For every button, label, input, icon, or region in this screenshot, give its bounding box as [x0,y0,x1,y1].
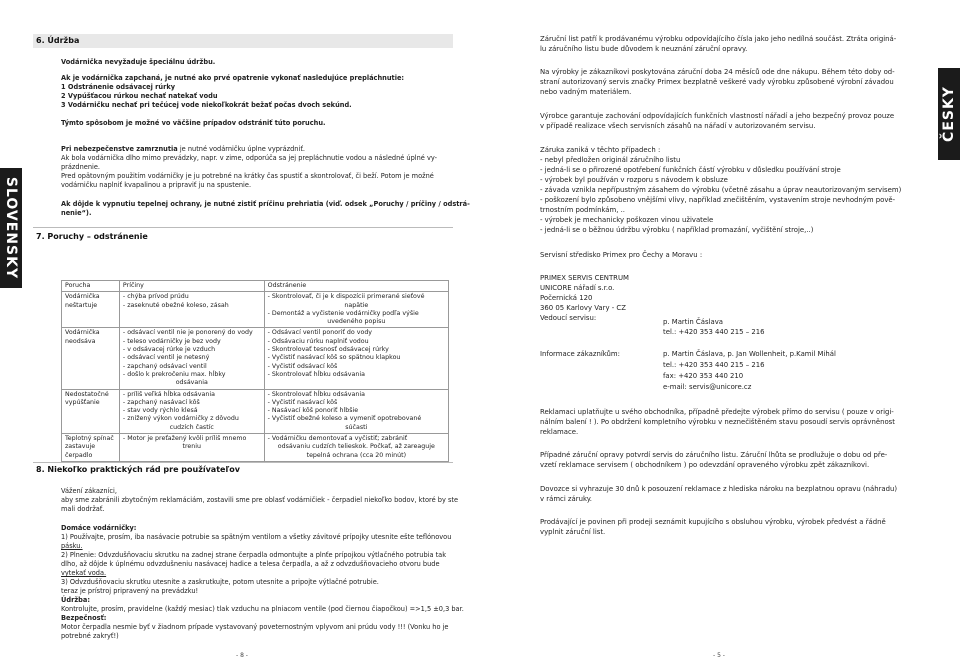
remedy-cell [264,389,448,433]
causes-cell [119,328,264,389]
para4-line-4: - výrobek byl používán v rozporu s návodem k obsluze [540,176,728,184]
remedy-text: odsávaniu cudzích telieskok. Počkať, až zareaguje [277,443,435,451]
cause-text: cudzích častíc [169,423,214,431]
info-line-2: tel.: +420 353 440 215 – 216 [663,361,765,369]
flush-instruction: Ak je vodárnička zapchaná, je nutné ako prvé opatrenie vykonať nasledujúce prepláchnutie: [61,74,405,82]
flush-conclusion: Týmto spôsobom je možné vo väčšine prípadov odstrániť túto poruchu. [61,119,326,127]
para5-line-2: nálním balení ! ). Po obdržení kompletního výrobku v neznečištěném stavu posoudí servis oprávněnost [540,418,895,426]
thermal-line-1: Ak dôjde k vypnutiu tepelnej ochrany, je nutné zistiť príčinu prehriatia (viď. odsek „Poruchy / príčiny / odstrá- [61,200,470,208]
para2-line-1: Na výrobky je zákazníkovi poskytována záruční doba 24 měsíců ode dne nákupu. Během této doby od- [540,68,895,76]
domace-line-3: 2) Plnenie: Odvzdušňovaciu skrutku na zadnej strane čerpadla odmontujte a plnťe prípojkou výtlačného potrubia tak [61,551,447,559]
remedy-text: napätie [344,301,369,309]
language-tab-label: ČESKY [941,86,958,142]
cause-text: - odsávací ventil je netesný [122,354,210,362]
remedy-cell [264,434,448,462]
address-line-2: UNICORE nářadí s.r.o. [540,284,615,292]
fault-text: Vodárnička [65,293,100,301]
remedy-text: - Odsávací ventil ponoriť do vody [267,329,373,337]
address-line-1: PRIMEX SERVIS CENTRUM [540,274,629,282]
fault-text: Teplotný spínač [65,435,114,443]
table-row [62,389,449,433]
remedy-cell [264,292,448,328]
cause-text: - v odsávacej rúrke je vzduch [122,346,216,354]
tips-intro-1: Vážení zákazníci, [61,487,117,495]
remedy-text: - Skontrolovať hĺbku odsávania [267,370,365,378]
bezp-line-1: Motor čerpadla nesmie byť v žiadnom prípade vystavovaný poveternostným vplyvom ani prúdu vody !!! (Vonku ho je [61,623,449,631]
para2-line-2: straní autorizovaný servis značky Primex bezplatně veškeré vady výrobku způsobené výrobní závadou [540,78,894,86]
udrzba-line-1: Kontrolujte, prosím, pravidelne (každý mesiac) tlak vzduchu na plniacom ventile (pod čiernou čiapočkou) =>1,5 ±0,3 bar. [61,605,464,613]
fault-text: neštartuje [65,301,98,309]
remedy-cell [264,328,448,389]
fault-cell [62,292,120,328]
remedy-text: - Vyčistiť odsávací kôš [267,362,338,370]
domace-line-1: 1) Používajte, prosím, iba nasávacie potrubie sa spätným ventilom a všetky závitové prípojky utesnite ešte teflónovou [61,533,452,541]
cause-text: - odsávací ventil nie je ponorený do vody [122,329,253,337]
para3-line-2: v případě realizace všech servisních zásahů na nářadí v autorizovaném servisu. [540,122,816,130]
fault-text: neodsáva [65,337,96,345]
info-label: Informace zákazníkům: [540,350,620,358]
causes-cell [119,389,264,433]
language-tab-label: SLOVENSKY [3,176,19,280]
frost-line-1: Pri nebezpečenstve zamrznutia je nutné vodárničku úplne vyprázdniť. [61,145,305,153]
para7-line-2: v rámci záruky. [540,495,592,503]
table-row [62,328,449,389]
cause-text: treniu [182,443,202,451]
frost-line-3: prázdnenie. [61,163,100,171]
remedy-text: uvedeného popisu [327,318,386,326]
cause-text: - Motor je preťažený kvôli príliš mnemo [122,435,247,443]
frost-bold: Pri nebezpečenstve zamrznutia [61,145,178,153]
para8-line-1: Prodávající je povinen při prodeji seznámit kupujícího s obsluhou výrobku, výrobek předvést a řádně [540,518,886,526]
address-line-4: 360 05 Karlovy Vary - CZ [540,304,626,312]
remedy-text: tepelná ochrana (cca 20 minút) [306,451,407,459]
troubleshooting-table [61,280,449,462]
cause-text: - došlo k prekročeniu max. hĺbky [122,370,226,378]
page-number-right: - 5 - [713,652,725,659]
para4-line-7: trnostním podmínkám, .. [540,206,625,214]
cause-text: - teleso vodárničky je bez vody [122,337,221,345]
section8-divider [33,462,453,463]
remedy-text: - Vyčistiť obežné koleso a vymeniť opotrebované [267,415,422,423]
fault-cell [62,434,120,462]
tips-intro-3: mali dodržať. [61,505,105,513]
vedouci-label: Vedoucí servisu: [540,314,597,322]
frost-line-5: vodárničku naplniť kvapalinou a pripraviť ju na spustenie. [61,181,252,189]
language-tab-slovak [0,168,22,288]
section6-heading-bar [33,34,453,48]
header-causes: Príčiny [119,281,264,292]
remedy-text: súčasti [345,423,368,431]
fault-text: Nedostatočné [65,390,109,398]
remedy-text: - Nasávací kôš ponoriť hlbšie [267,407,359,415]
para4-line-5: - závada vznikla nepřípustným zásahem do výrobku (včetně zásahu a úprav neautorizovaným servisem) [540,186,902,194]
para6-line-2: vzetí reklamace servisem ( obchodníkem ) po odevzdání opraveného výrobku zpět zákazníkovi. [540,461,870,469]
fault-cell [62,389,120,433]
para4-line-1: Záruka zaniká v těchto případech : [540,146,661,154]
service-intro: Servisní středisko Primex pro Čechy a Moravu : [540,251,703,259]
bezp-title: Bezpečnosť: [61,614,107,622]
fault-text: Vodárnička [65,329,100,337]
frost-line-4: Pred opätovným použitím vodárničky je ju potrebné na krátky čas spustiť a skontrolovať, či beží. Potom je možné [61,172,434,180]
remedy-text: - Vyčistiť nasávací kôš [267,398,338,406]
flush-step-2: 2 Vypúšťacou rúrkou nechať natekať vodu [61,92,218,100]
flush-step-3: 3 Vodárničku nechať pri tečúcej vode niekoľkokrát bežať počas dvoch sekúnd. [61,101,352,109]
frost-line-2: Ak bola vodárnička dlho mimo prevádzky, napr. v zime, odporúča sa jej prepláchnutie vodou a následné úplné vy- [61,154,438,162]
para6-line-1: Případné záruční opravy potvrdí servis do záručního listu. Záruční lhůta se prodlužuje o dobu od pře- [540,451,888,459]
table-row [62,434,449,462]
tips-intro-2: aby sme zabránili zbytočným reklamáciám, zostavili sme pre oblasť vodárničiek - čerpadiel niekoľko bodov, ktoré by ste [61,496,459,504]
domace-line-7: teraz je prístroj pripravený na prevádzku! [61,587,199,595]
para3-line-1: Výrobce garantuje zachování odpovídajících funkčních vlastností nářadí a jeho bezpečný provoz pouze [540,112,895,120]
language-tab-czech [938,68,960,160]
para1-line-1: Záruční list patří k prodávanému výrobku odpovídajícího čísla jako jeho nedílná součást. Ztráta originá- [540,35,897,43]
remedy-text: - Vodárničku demontovať a vyčistiť; zabrániť [267,435,408,443]
address-line-3: Počernická 120 [540,294,593,302]
vedouci-line-2: tel.: +420 353 440 215 – 216 [663,328,765,336]
info-line-1: p. Martin Čáslava, p. Jan Wollenheit, p.Kamil Mihál [663,350,836,358]
para5-line-3: reklamace. [540,428,579,436]
para7-line-1: Dovozce si vyhrazuje 30 dnů k posouzení reklamace z hlediska nároku na bezplatnou opravu (náhradu) [540,485,898,493]
section6-intro: Vodárnička nevyžaduje špeciálnu údržbu. [61,58,216,66]
para4-line-6: - poškození bylo způsobeno vnějšími vlivy, například znečištěním, vystavením stroje nevhodným pově- [540,196,896,204]
para4-line-3: - jedná-li se o přirozené opotřebení funkčních částí výrobku v důsledku používání stroje [540,166,841,174]
cause-text: - príliš veľká hĺbka odsávania [122,390,215,398]
remedy-text: - Demontáž a vyčistenie vodárničky podľa výšie [267,309,419,317]
udrzba-title: Údržba: [61,596,90,604]
section7-divider [33,227,453,228]
para5-line-1: Reklamaci uplatňujte u svého obchodníka, případně předejte výrobek přímo do servisu ( pouze v origi- [540,408,894,416]
remedy-text: - Skontrolovať hĺbku odsávania [267,390,365,398]
info-line-3: fax: +420 353 440 210 [663,372,744,380]
cause-text: - zapchaný odsávací ventil [122,362,207,370]
remedy-text: - Odsávaciu rúrku naplniť vodou [267,337,369,345]
domace-line-4: dlho, až dôjde k úplnému odvzdušneniu nasávacej hadice a telesa čerpadla, a až z odvzdušňovacieho otvoru bude [61,560,440,568]
para4-line-8: - výrobek je mechanicky poškozen vinou uživatele [540,216,714,224]
para2-line-3: nebo vadným materiálem. [540,88,632,96]
para4-line-2: - nebyl předložen originál záručního listu [540,156,681,164]
section8-title: 8. Niekoľko praktických rád pre používateľov [36,465,240,474]
fault-cell [62,328,120,389]
vedouci-line-1: p. Martin Čáslava [663,318,723,326]
remedy-text: - Vyčistiť nasávací kôš so spätnou klapkou [267,354,401,362]
section7-title: 7. Poruchy – odstránenie [36,232,148,241]
cause-text: - chýba prívod prúdu [122,293,189,301]
flush-step-1: 1 Odstránenie odsávacej rúrky [61,83,176,91]
bezp-line-2: potrebné zakryť!) [61,632,119,640]
domace-line-2: pásku. [61,542,83,550]
domace-line-5: vytekať voda. [61,569,107,577]
para4-line-9: - jedná-li se o běžnou údržbu výrobku ( například promazání, vyčištění stroje,..) [540,226,814,234]
cause-text: - stav vody rýchlo klesá [122,407,198,415]
fault-text: zastavuje [65,443,96,451]
para1-line-2: lu záručního listu bude důvodem k neuznání záruční opravy. [540,45,748,53]
cause-text: odsávania [175,379,208,387]
para8-line-2: vyplnit záruční list. [540,528,606,536]
remedy-text: - Skontrolovať tesnosť odsávacej rúrky [267,346,389,354]
page-number-left: - 8 - [236,652,248,659]
header-remedy: Odstránenie [264,281,448,292]
section6-title: 6. Údržba [36,36,80,45]
cause-text: - zaseknuté obežné koleso, zásah [122,301,229,309]
table-header-row [62,281,449,292]
remedy-text: - Skontrolovať, či je k dispozícii primerané sieťové [267,293,425,301]
domace-line-6: 3) Odvzdušňovaciu skrutku utesnite a zaskrutkujte, potom utesnite a pripojte výtlačné potrubie. [61,578,379,586]
causes-cell [119,434,264,462]
causes-cell [119,292,264,328]
fault-text: vypúšťanie [65,398,100,406]
fault-text: čerpadlo [65,451,93,459]
cause-text: - znížený výkon vodárničky z dôvodu [122,415,239,423]
thermal-line-2: nenie“). [61,209,92,217]
cause-text: - zapchaný nasávací kôš [122,398,200,406]
header-fault: Porucha [62,281,120,292]
info-line-4: e-mail: servis@unicore.cz [663,383,752,391]
right-page [480,0,960,659]
domace-title: Domáce vodárničky: [61,524,137,532]
table-row [62,292,449,328]
